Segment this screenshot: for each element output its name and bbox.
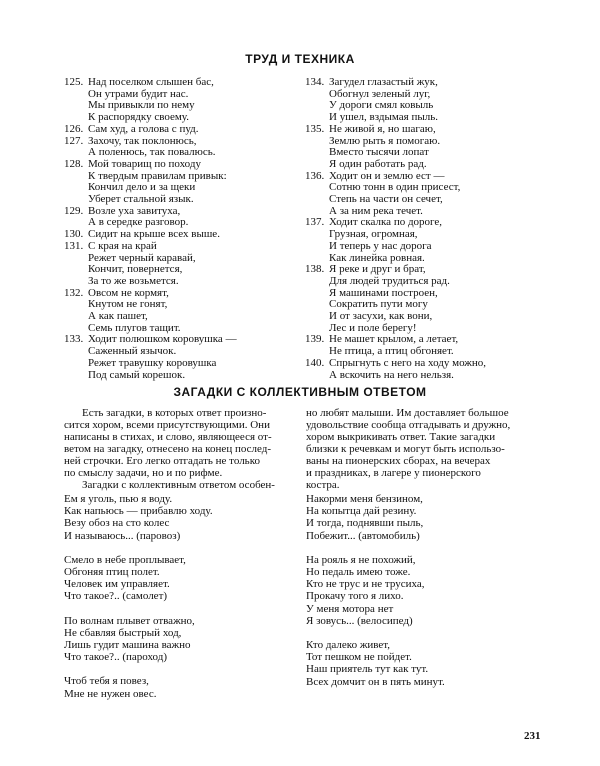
intro-line: ваны на пионерских сборах, на вечерах <box>306 455 491 467</box>
riddle-number: 138. <box>305 263 325 276</box>
riddle-line: А за ним река течет. <box>329 204 423 217</box>
riddle-item <box>305 124 545 171</box>
riddles-column-left <box>64 77 304 381</box>
poems-column-right <box>306 493 536 700</box>
riddle-number: 126. <box>64 122 84 135</box>
riddle-line: Как линейка ровная. <box>329 251 425 264</box>
intro-text-left <box>64 407 296 491</box>
riddle-text <box>88 159 304 206</box>
riddle-text <box>88 77 304 124</box>
poem-line: Не сбавляя быстрый ход, <box>64 626 182 639</box>
riddle-number: 129. <box>64 204 84 217</box>
riddle-line: За то же возьмется. <box>88 274 179 287</box>
riddles-column-right <box>305 77 545 381</box>
section-heading-collective: ЗАГАДКИ С КОЛЛЕКТИВНЫМ ОТВЕТОМ <box>173 385 427 399</box>
riddle-text <box>329 358 545 381</box>
poem-riddle <box>64 615 294 664</box>
intro-line: но любят малыши. Им доставляет большое <box>306 407 509 419</box>
riddle-line: Я реке и друг и брат, <box>329 263 426 276</box>
intro-line: Есть загадки, в которых ответ произно- <box>82 407 267 419</box>
intro-line: по смыслу задачи, но и по рифме. <box>64 467 223 479</box>
riddle-line: Мы привыкли по нему <box>88 99 195 112</box>
intro-text-right <box>306 407 544 491</box>
riddle-number: 133. <box>64 333 84 346</box>
riddle-text <box>88 334 304 381</box>
riddle-line: Не живой я, но шагаю, <box>329 122 436 135</box>
poem-line: По волнам плывет отважно, <box>64 614 195 627</box>
riddle-line: Захочу, так поклонюсь, <box>88 134 197 147</box>
riddle-line: К твердым правилам привык: <box>88 169 227 182</box>
riddle-number: 131. <box>64 239 84 252</box>
riddle-line: Режет черный каравай, <box>88 251 196 264</box>
riddle-item <box>305 334 545 357</box>
riddle-item <box>305 171 545 218</box>
riddle-line: Обогнул зеленый луг, <box>329 87 431 100</box>
poem-line: Как напьюсь — прибавлю ходу. <box>64 505 213 518</box>
riddle-line: Саженный язычок. <box>88 345 177 358</box>
riddle-line: А в середке разговор. <box>88 216 189 229</box>
riddle-item <box>64 159 304 206</box>
riddle-text <box>329 264 545 334</box>
riddle-item <box>305 358 545 381</box>
riddle-line: И от засухи, как вони, <box>329 310 433 323</box>
poem-riddle <box>306 639 536 688</box>
poem-line: И тогда, поднявши пыль, <box>306 517 424 530</box>
poem-line: На копытца дай резину. <box>306 505 417 518</box>
intro-line: написаны в стихах, и слово, являющееся от- <box>64 431 272 443</box>
poem-line: На рояль я не похожий, <box>306 553 416 566</box>
riddle-line: Над поселком слышен бас, <box>88 76 214 88</box>
poem-line: Везу обоз на сто колес <box>64 517 170 530</box>
intro-line: близки к речевкам и могут быть использо- <box>306 443 505 455</box>
poem-line: Человек им управляет. <box>64 578 170 591</box>
intro-line: ветом на загадку, отнесено на конец послед- <box>64 443 271 455</box>
riddle-number: 136. <box>305 169 325 182</box>
riddle-line: Ходит скалка по дороге, <box>329 216 443 229</box>
riddle-line: Я машинами построен, <box>329 286 438 299</box>
riddle-item <box>64 288 304 335</box>
riddle-number: 132. <box>64 286 84 299</box>
poem-line: Обгоняя птиц полет. <box>64 566 160 579</box>
riddle-line: Семь плугов тащит. <box>88 321 181 334</box>
riddle-line: Ходит он и землю ест — <box>329 169 445 182</box>
riddle-number: 134. <box>305 76 325 88</box>
riddle-line: Он утрами будит нас. <box>88 87 189 100</box>
riddle-text <box>88 288 304 335</box>
riddle-line: Сидит на крыше всех выше. <box>88 228 220 241</box>
riddle-line: Я один работать рад. <box>329 157 427 170</box>
poem-line: Лишь гудит машина важно <box>64 639 191 652</box>
riddle-line: Мой товарищ по походу <box>88 157 201 170</box>
riddle-text <box>329 77 545 124</box>
poem-line: Кто далеко живет, <box>306 639 391 652</box>
poem-line: Что такое?.. (пароход) <box>64 651 168 664</box>
riddle-line: Грузная, огромная, <box>329 228 418 241</box>
poems-column-left <box>64 493 294 712</box>
intro-line: сится хором, всеми присутствующими. Они <box>64 419 270 431</box>
riddle-line: Загудел глазастый жук, <box>329 76 438 88</box>
riddle-line: Кончит, повернется, <box>88 263 183 276</box>
riddle-text <box>329 124 545 171</box>
riddle-line: А как пашет, <box>88 310 148 323</box>
riddle-text <box>329 217 545 264</box>
intro-line: хором выкрикивать ответ. Такие загадки <box>306 431 496 443</box>
riddle-number: 127. <box>64 134 84 147</box>
poem-line: Смело в небе проплывает, <box>64 553 186 566</box>
intro-line: ней строчки. Его легко отгадать не только <box>64 455 260 467</box>
poem-line: Прокачу того я лихо. <box>306 590 404 603</box>
riddle-line: Не машет крылом, а летает, <box>329 333 459 346</box>
riddle-item <box>64 206 304 229</box>
riddle-text <box>88 124 304 136</box>
riddle-line: Не птица, а птиц обгоняет. <box>329 345 454 358</box>
riddle-line: У дороги смял ковыль <box>329 99 434 112</box>
riddle-number: 128. <box>64 157 84 170</box>
poem-line: У меня мотора нет <box>306 602 394 615</box>
riddle-item <box>305 264 545 334</box>
riddle-line: Овсом не кормят, <box>88 286 169 299</box>
intro-line: удовольствие сообща отгадывать и дружно, <box>306 419 511 431</box>
riddle-text <box>88 206 304 229</box>
riddle-line: Под самый корешок. <box>88 368 186 381</box>
riddle-line: И теперь у нас дорога <box>329 239 432 252</box>
poem-line: Я зовусь... (велосипед) <box>306 614 413 627</box>
riddle-line: Режет травушку коровушка <box>88 356 217 369</box>
riddle-line: И ушел, вздымая пыль. <box>329 111 438 124</box>
poem-line: И называюсь... (паровоз) <box>64 529 181 542</box>
intro-line: Загадки с коллективным ответом особен- <box>82 479 275 491</box>
riddle-line: А поленюсь, так повалюсь. <box>88 146 216 159</box>
riddle-line: Кнутом не гонят, <box>88 298 168 311</box>
poem-riddle <box>64 675 294 699</box>
riddle-line: Возле уха завитуха, <box>88 204 181 217</box>
riddle-line: Кончил дело и за щеки <box>88 181 196 194</box>
riddle-item <box>64 136 304 159</box>
riddle-line: А вскочить на него нельзя. <box>329 368 454 381</box>
riddle-item <box>64 241 304 288</box>
riddle-text <box>88 241 304 288</box>
poem-line: Накорми меня бензином, <box>306 493 423 505</box>
riddle-line: Степь на части он сечет, <box>329 193 443 206</box>
riddle-line: Ходит полюшком коровушка — <box>88 333 237 346</box>
poem-line: Мне не нужен овес. <box>64 687 157 700</box>
poem-line: Побежит... (автомобиль) <box>306 529 420 542</box>
poem-line: Но педаль имею тоже. <box>306 566 411 579</box>
riddle-line: Землю рыть я помогаю. <box>329 134 441 147</box>
poem-line: Чтоб тебя я повез, <box>64 675 149 688</box>
riddle-item <box>305 77 545 124</box>
riddle-line: Уберет стальной язык. <box>88 193 194 206</box>
riddle-number: 135. <box>305 122 325 135</box>
poem-line: Ем я уголь, пью я воду. <box>64 493 173 505</box>
section-heading-labor: ТРУД И ТЕХНИКА <box>245 52 355 66</box>
riddle-item <box>64 124 304 136</box>
poem-line: Наш приятель тут как тут. <box>306 663 429 676</box>
riddle-text <box>88 136 304 159</box>
riddle-line: Сократить пути могу <box>329 298 428 311</box>
riddle-number: 140. <box>305 356 325 369</box>
poem-riddle <box>64 554 294 603</box>
page-number: 231 <box>524 730 541 742</box>
riddle-line: К распорядку своему. <box>88 111 189 124</box>
riddle-line: Вместо тысячи лопат <box>329 146 429 159</box>
poem-line: Тот пешком не пойдет. <box>306 651 412 664</box>
poem-riddle <box>306 493 536 542</box>
riddle-item <box>305 217 545 264</box>
riddle-item <box>64 77 304 124</box>
riddle-number: 139. <box>305 333 325 346</box>
intro-line: и праздниках, в лагере у пионерского <box>306 467 481 479</box>
poem-riddle <box>64 493 294 542</box>
riddle-line: С края на край <box>88 239 157 252</box>
riddle-line: Сам худ, а голова с пуд. <box>88 122 199 135</box>
riddle-line: Спрыгнуть с него на ходу можно, <box>329 356 487 369</box>
riddle-line: Сотню тонн в один присест, <box>329 181 461 194</box>
riddle-text <box>329 334 545 357</box>
riddle-item <box>64 334 304 381</box>
riddle-number: 137. <box>305 216 325 229</box>
poem-line: Кто не трус и не трусиха, <box>306 578 425 591</box>
poem-line: Что такое?.. (самолет) <box>64 590 168 603</box>
poem-riddle <box>306 554 536 627</box>
riddle-line: Лес и поле берегу! <box>329 321 417 334</box>
poem-line: Всех домчит он в пять минут. <box>306 675 445 688</box>
riddle-text <box>329 171 545 218</box>
riddle-number: 125. <box>64 76 84 88</box>
riddle-line: Для людей трудиться рад. <box>329 274 450 287</box>
intro-line: костра. <box>306 479 340 491</box>
riddle-number: 130. <box>64 228 84 241</box>
